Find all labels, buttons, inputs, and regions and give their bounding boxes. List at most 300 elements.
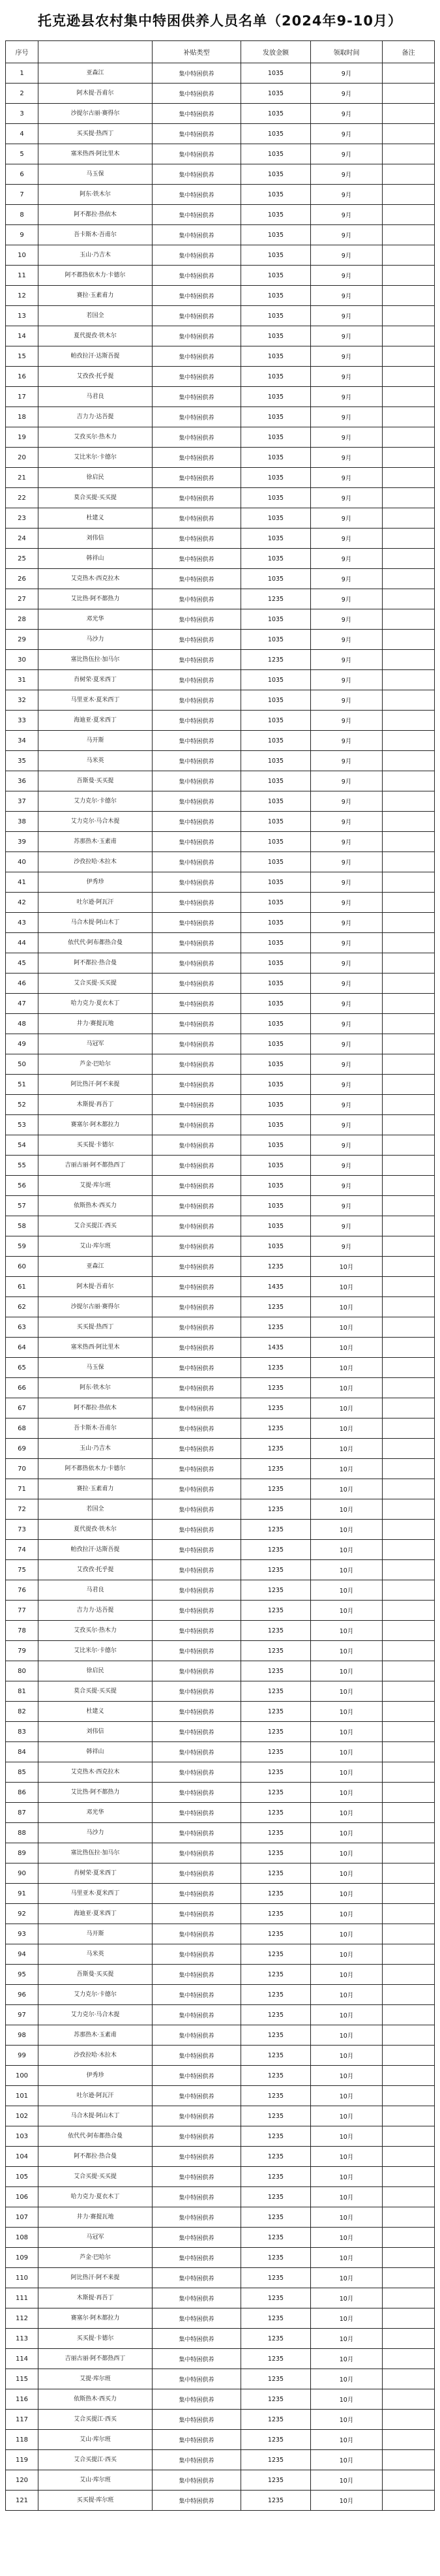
cell-no: 38 [6,812,38,832]
cell-no: 44 [6,933,38,953]
cell-remark [383,306,435,326]
cell-no: 106 [6,2187,38,2207]
table-row [6,1601,435,1621]
cell-remark [383,893,435,913]
cell-period: 10月 [311,1823,383,1843]
cell-no: 8 [6,205,38,225]
cell-amount: 1035 [241,609,311,630]
cell-remark [383,2025,435,2046]
cell-no: 15 [6,346,38,367]
cell-type: 集中特困供养 [153,1580,241,1601]
cell-period: 10月 [311,1924,383,1944]
cell-period: 9月 [311,1095,383,1115]
cell-remark [383,2389,435,2410]
cell-remark [383,1297,435,1317]
cell-type: 集中特困供养 [153,266,241,286]
cell-remark [383,1499,435,1520]
cell-remark [383,448,435,468]
cell-name: 吾卡斯木·吾甫尔 [38,1418,153,1439]
cell-no: 54 [6,1135,38,1156]
cell-period: 9月 [311,974,383,994]
cell-name: 马合木提·阿山木丁 [38,913,153,933]
cell-remark [383,1398,435,1418]
cell-name: 帕孜拉汗·达斯吾提 [38,1540,153,1560]
cell-type: 集中特困供养 [153,245,241,266]
cell-name: 木斯提·再吾丁 [38,2288,153,2308]
cell-amount: 1235 [241,1398,311,1418]
cell-amount: 1035 [241,104,311,124]
cell-type: 集中特困供养 [153,2329,241,2349]
cell-name: 吉力力·达吾提 [38,1601,153,1621]
cell-no: 10 [6,245,38,266]
cell-period: 9月 [311,893,383,913]
cell-period: 10月 [311,1884,383,1904]
cell-period: 9月 [311,346,383,367]
cell-remark [383,2470,435,2491]
cell-type: 集中特困供养 [153,306,241,326]
cell-type: 集中特困供养 [153,1601,241,1621]
cell-name: 艾力克尔·马合木提 [38,812,153,832]
cell-remark [383,751,435,771]
cell-remark [383,63,435,84]
cell-remark [383,1681,435,1702]
cell-type: 集中特困供养 [153,953,241,974]
table-row [6,286,435,306]
cell-name: 阿不都拉·热依木 [38,1398,153,1418]
table-row [6,1236,435,1257]
cell-type: 集中特困供养 [153,1014,241,1034]
cell-name: 夏代提孜·铁木尔 [38,1520,153,1540]
cell-type: 集中特困供养 [153,185,241,205]
cell-amount: 1235 [241,1601,311,1621]
cell-remark [383,2106,435,2126]
cell-amount: 1235 [241,2228,311,2248]
cell-no: 104 [6,2147,38,2167]
cell-type: 集中特困供养 [153,2248,241,2268]
table-row [6,2491,435,2511]
cell-period: 10月 [311,1257,383,1277]
table-row [6,974,435,994]
cell-period: 9月 [311,771,383,791]
cell-amount: 1035 [241,529,311,549]
cell-name: 艾提·库尔班 [38,1176,153,1196]
cell-no: 49 [6,1034,38,1054]
table-row [6,1863,435,1884]
table-row [6,953,435,974]
cell-amount: 1035 [241,1156,311,1176]
cell-amount: 1235 [241,2369,311,2389]
cell-remark [383,529,435,549]
cell-type: 集中特困供养 [153,225,241,245]
cell-remark [383,1823,435,1843]
cell-amount: 1035 [241,1216,311,1236]
cell-no: 63 [6,1317,38,1338]
cell-remark [383,1520,435,1540]
cell-name: 艾孜孜·托乎提 [38,367,153,387]
cell-remark [383,1944,435,1965]
cell-period: 9月 [311,589,383,609]
cell-amount: 1235 [241,2187,311,2207]
cell-no: 41 [6,872,38,893]
cell-type: 集中特困供养 [153,1034,241,1054]
cell-no: 75 [6,1560,38,1580]
cell-type: 集中特困供养 [153,1560,241,1580]
cell-period: 10月 [311,1621,383,1641]
cell-period: 10月 [311,1843,383,1863]
cell-no: 115 [6,2369,38,2389]
cell-amount: 1235 [241,2329,311,2349]
cell-period: 10月 [311,1722,383,1742]
cell-period: 9月 [311,1196,383,1216]
cell-amount: 1235 [241,1843,311,1863]
cell-remark [383,1621,435,1641]
cell-name: 玉山·乃吉木 [38,1439,153,1459]
table-row [6,1176,435,1196]
cell-name: 阿比热汗·阿不来提 [38,2268,153,2288]
cell-name: 刘伟信 [38,529,153,549]
cell-period: 10月 [311,2308,383,2329]
cell-period: 9月 [311,1034,383,1054]
cell-type: 集中特困供养 [153,2086,241,2106]
cell-amount: 1235 [241,1560,311,1580]
table-row [6,1135,435,1156]
cell-name: 阿不都热依木力·卡德尔 [38,1459,153,1479]
cell-remark [383,994,435,1014]
table-row [6,2046,435,2066]
cell-no: 37 [6,791,38,812]
cell-type: 集中特困供养 [153,974,241,994]
cell-type: 集中特困供养 [153,569,241,589]
cell-type: 集中特困供养 [153,1257,241,1277]
table-row [6,832,435,852]
cell-type: 集中特困供养 [153,1621,241,1641]
cell-no: 102 [6,2106,38,2126]
cell-name: 赛拉·玉素甫力 [38,1479,153,1499]
cell-no: 96 [6,1985,38,2005]
cell-no: 12 [6,286,38,306]
cell-remark [383,609,435,630]
cell-name: 沙孜拉哈·木拉木 [38,852,153,872]
cell-type: 集中特困供养 [153,124,241,144]
cell-type: 集中特困供养 [153,407,241,427]
cell-no: 66 [6,1378,38,1398]
cell-no: 65 [6,1358,38,1378]
cell-period: 10月 [311,1944,383,1965]
table-row [6,2349,435,2369]
cell-type: 集中特困供养 [153,1843,241,1863]
cell-type: 集中特困供养 [153,1378,241,1398]
cell-amount: 1235 [241,589,311,609]
cell-type: 集中特困供养 [153,589,241,609]
table-row [6,2329,435,2349]
cell-no: 81 [6,1681,38,1702]
cell-amount: 1035 [241,245,311,266]
cell-type: 集中特困供养 [153,367,241,387]
cell-name: 吾斯曼·买买提 [38,1965,153,1985]
cell-amount: 1235 [241,1439,311,1459]
cell-remark [383,1257,435,1277]
cell-no: 24 [6,529,38,549]
cell-period: 9月 [311,872,383,893]
cell-no: 32 [6,690,38,711]
cell-type: 集中特困供养 [153,630,241,650]
cell-amount: 1035 [241,1176,311,1196]
cell-no: 30 [6,650,38,670]
cell-type: 集中特困供养 [153,1499,241,1520]
cell-remark [383,185,435,205]
table-row [6,569,435,589]
cell-type: 集中特困供养 [153,2389,241,2410]
cell-period: 9月 [311,448,383,468]
cell-type: 集中特困供养 [153,1823,241,1843]
cell-name: 马冠军 [38,1034,153,1054]
cell-remark [383,2228,435,2248]
cell-no: 25 [6,549,38,569]
cell-period: 10月 [311,2369,383,2389]
cell-no: 88 [6,1823,38,1843]
cell-name: 哈力克力·夏衣木丁 [38,2187,153,2207]
cell-amount: 1035 [241,933,311,953]
cell-period: 10月 [311,1681,383,1702]
cell-type: 集中特困供养 [153,549,241,569]
cell-period: 9月 [311,1135,383,1156]
table-row [6,2369,435,2389]
cell-name: 阿木提·吾甫尔 [38,84,153,104]
cell-amount: 1235 [241,2147,311,2167]
cell-name: 韩祥山 [38,1742,153,1762]
cell-type: 集中特困供养 [153,1297,241,1317]
table-row [6,2248,435,2268]
cell-period: 9月 [311,913,383,933]
table-row [6,2268,435,2288]
cell-amount: 1235 [241,1944,311,1965]
cell-amount: 1235 [241,1803,311,1823]
cell-amount: 1235 [241,1823,311,1843]
table-row [6,508,435,529]
cell-amount: 1235 [241,1479,311,1499]
cell-name: 苏那热木·玉素甫 [38,832,153,852]
cell-no: 39 [6,832,38,852]
cell-no: 31 [6,670,38,690]
cell-period: 10月 [311,2389,383,2410]
cell-type: 集中特困供养 [153,387,241,407]
cell-name: 吉丽古丽·阿不都热西丁 [38,2349,153,2369]
cell-remark [383,1762,435,1783]
cell-amount: 1235 [241,1317,311,1338]
cell-name: 赛拉·玉素甫力 [38,286,153,306]
table-row [6,731,435,751]
table-row [6,1580,435,1601]
cell-name: 阿不都拉·热合曼 [38,2147,153,2167]
cell-remark [383,2126,435,2147]
cell-name: 马玉保 [38,1358,153,1378]
table-row [6,609,435,630]
cell-amount: 1035 [241,266,311,286]
table-row [6,690,435,711]
table-row [6,2187,435,2207]
cell-type: 集中特困供养 [153,2491,241,2511]
cell-type: 集中特困供养 [153,690,241,711]
cell-amount: 1235 [241,1702,311,1722]
cell-name: 艾比米尔·卡德尔 [38,1641,153,1661]
cell-no: 86 [6,1783,38,1803]
cell-remark [383,1540,435,1560]
cell-amount: 1235 [241,1742,311,1762]
table-row [6,1459,435,1479]
table-row [6,1499,435,1520]
cell-amount: 1235 [241,1499,311,1520]
cell-no: 87 [6,1803,38,1823]
cell-name: 芦金·巴哈尔 [38,1054,153,1075]
cell-remark [383,205,435,225]
cell-amount: 1235 [241,1783,311,1803]
cell-amount: 1235 [241,2268,311,2288]
cell-remark [383,731,435,751]
cell-type: 集中特困供养 [153,2025,241,2046]
cell-remark [383,812,435,832]
cell-amount: 1035 [241,448,311,468]
cell-amount: 1035 [241,326,311,346]
cell-period: 9月 [311,1075,383,1095]
cell-amount: 1235 [241,2066,311,2086]
cell-type: 集中特困供养 [153,1439,241,1459]
cell-remark [383,367,435,387]
cell-amount: 1035 [241,205,311,225]
cell-remark [383,2491,435,2511]
cell-amount: 1035 [241,994,311,1014]
cell-type: 集中特困供养 [153,1985,241,2005]
cell-type: 集中特困供养 [153,650,241,670]
cell-name: 肖树荣·夏米西丁 [38,670,153,690]
cell-period: 10月 [311,2248,383,2268]
table-row [6,711,435,731]
cell-period: 10月 [311,2207,383,2228]
cell-no: 110 [6,2268,38,2288]
cell-amount: 1235 [241,2167,311,2187]
table-row [6,1277,435,1297]
cell-period: 9月 [311,650,383,670]
table-row [6,1317,435,1338]
cell-amount: 1035 [241,164,311,185]
cell-amount: 1035 [241,1075,311,1095]
cell-no: 6 [6,164,38,185]
cell-amount: 1235 [241,1722,311,1742]
cell-remark [383,1115,435,1135]
cell-no: 82 [6,1702,38,1722]
table-row [6,1014,435,1034]
cell-no: 101 [6,2086,38,2106]
cell-amount: 1035 [241,630,311,650]
cell-type: 集中特困供养 [153,913,241,933]
cell-type: 集中特困供养 [153,1135,241,1156]
cell-remark [383,1863,435,1884]
cell-no: 109 [6,2248,38,2268]
cell-name: 井力·赛提瓦地 [38,2207,153,2228]
cell-period: 9月 [311,953,383,974]
cell-amount: 1235 [241,1641,311,1661]
cell-name: 买买提·热西丁 [38,1317,153,1338]
cell-remark [383,2268,435,2288]
cell-type: 集中特困供养 [153,670,241,690]
cell-period: 9月 [311,994,383,1014]
cell-period: 10月 [311,1863,383,1884]
cell-amount: 1035 [241,306,311,326]
cell-period: 9月 [311,1054,383,1075]
cell-remark [383,711,435,731]
cell-no: 55 [6,1156,38,1176]
cell-type: 集中特困供养 [153,1742,241,1762]
cell-type: 集中特困供养 [153,2046,241,2066]
cell-period: 9月 [311,367,383,387]
cell-no: 119 [6,2450,38,2470]
cell-name: 阿不都热依木力·卡德尔 [38,266,153,286]
cell-period: 10月 [311,1580,383,1601]
table-row [6,1358,435,1378]
cell-no: 56 [6,1176,38,1196]
cell-name: 沙提尔古丽·赛得尔 [38,1297,153,1317]
cell-period: 10月 [311,2126,383,2147]
cell-period: 10月 [311,2430,383,2450]
cell-no: 59 [6,1236,38,1257]
cell-amount: 1235 [241,2308,311,2329]
cell-remark [383,2369,435,2389]
cell-no: 91 [6,1884,38,1904]
cell-name: 哈力克力·夏衣木丁 [38,994,153,1014]
cell-type: 集中特困供养 [153,2147,241,2167]
cell-no: 1 [6,63,38,84]
cell-remark [383,852,435,872]
table-row [6,1803,435,1823]
cell-type: 集中特困供养 [153,1863,241,1884]
table-row [6,852,435,872]
cell-type: 集中特困供养 [153,1803,241,1823]
cell-period: 9月 [311,63,383,84]
cell-no: 46 [6,974,38,994]
cell-period: 9月 [311,670,383,690]
cell-period: 10月 [311,2349,383,2369]
cell-period: 9月 [311,731,383,751]
cell-remark [383,1216,435,1236]
cell-no: 62 [6,1297,38,1317]
cell-period: 9月 [311,205,383,225]
cell-name: 沙孜拉哈·木拉木 [38,2046,153,2066]
cell-amount: 1035 [241,185,311,205]
cell-remark [383,245,435,266]
cell-period: 9月 [311,245,383,266]
cell-remark [383,1459,435,1479]
cell-no: 5 [6,144,38,164]
cell-period: 9月 [311,468,383,488]
cell-no: 70 [6,1459,38,1479]
cell-no: 60 [6,1257,38,1277]
cell-remark [383,1884,435,1904]
cell-remark [383,690,435,711]
table-row [6,529,435,549]
cell-name: 依代代·阿布都热合曼 [38,933,153,953]
cell-period: 10月 [311,2187,383,2207]
cell-name: 刘伟信 [38,1722,153,1742]
cell-type: 集中特困供养 [153,427,241,448]
cell-type: 集中特困供养 [153,2349,241,2369]
cell-name: 伊秀珍 [38,2066,153,2086]
cell-name: 艾比米尔·卡德尔 [38,448,153,468]
table-row [6,2308,435,2329]
cell-no: 114 [6,2349,38,2369]
table-row [6,1075,435,1095]
cell-name: 伊秀珍 [38,872,153,893]
cell-remark [383,1783,435,1803]
cell-period: 10月 [311,2228,383,2248]
